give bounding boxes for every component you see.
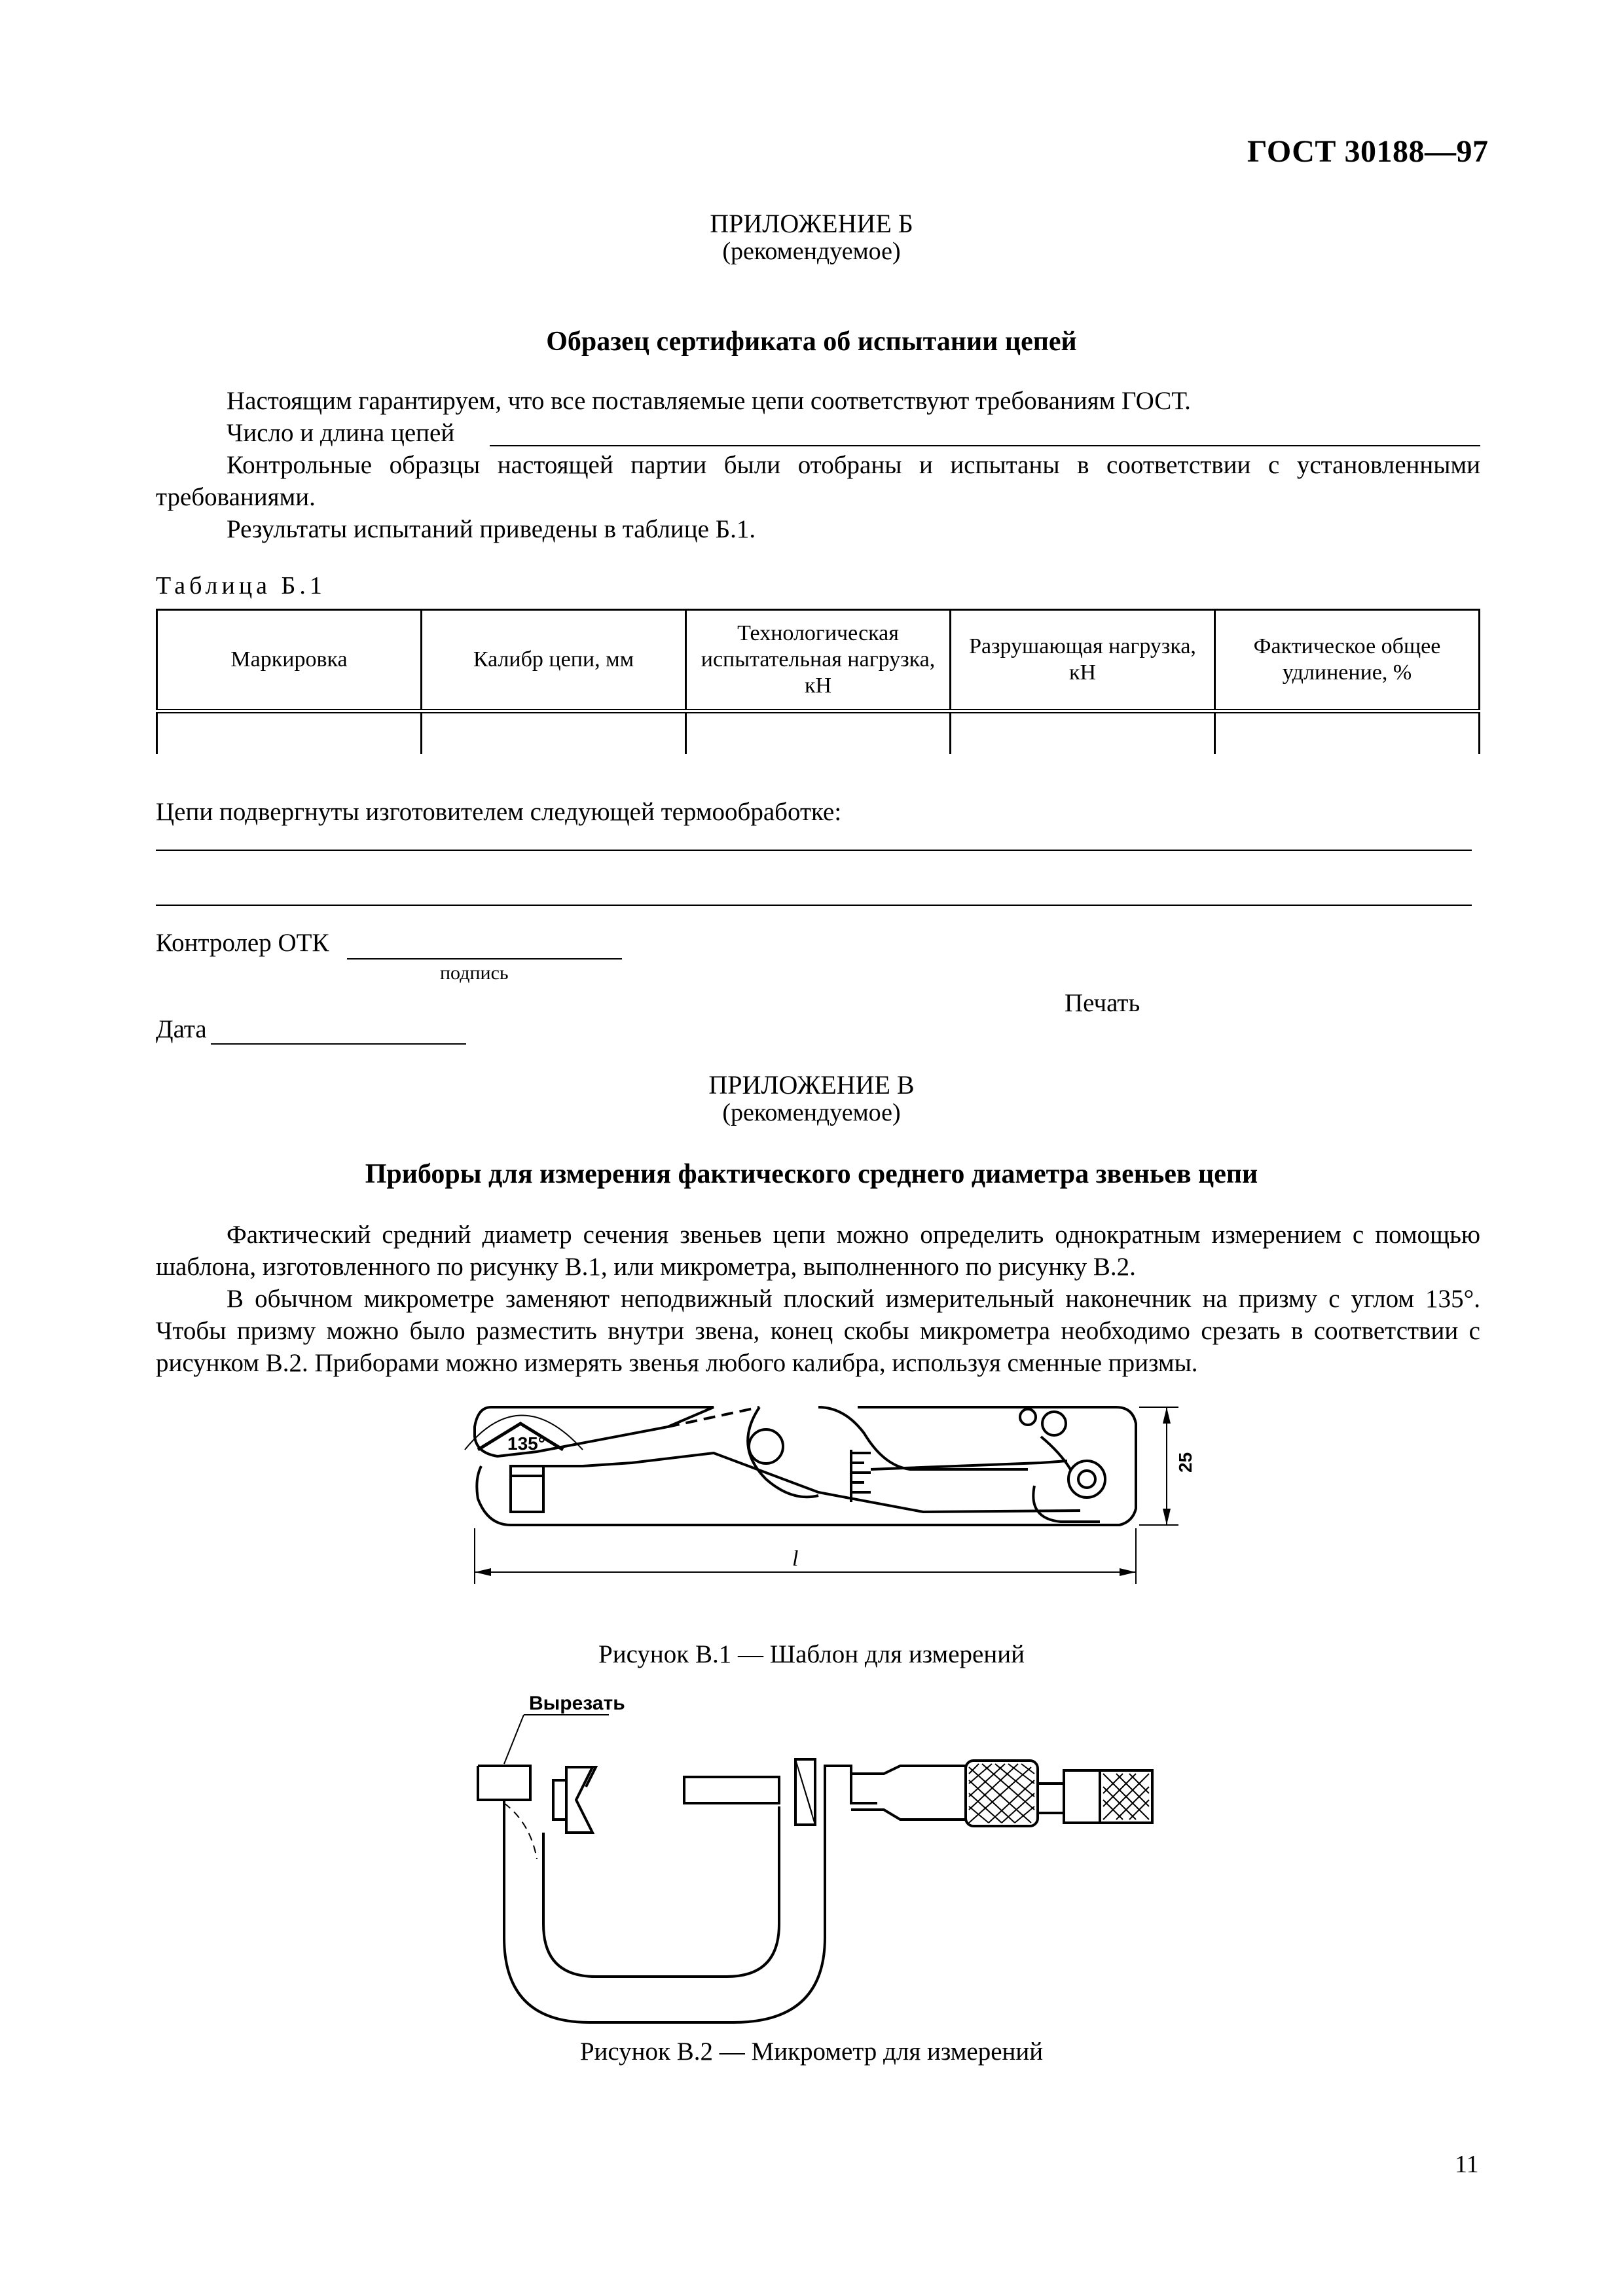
results-paragraph: Результаты испытаний приведены в таблице Б.1. (227, 515, 756, 543)
appendix-v-title: ПРИЛОЖЕНИЕ В (708, 1070, 915, 1100)
guarantee-paragraph: Настоящим гарантируем, что все поставляемые цепи соответствуют требованиям ГОСТ. (227, 387, 1191, 415)
table-header-row (157, 610, 1480, 711)
length-dimension-label: l (792, 1547, 799, 1571)
signature-line (347, 958, 622, 960)
height-dimension-label: 25 (1175, 1452, 1195, 1473)
date-label: Дата (156, 1015, 207, 1043)
samples-paragraph: Контрольные образцы настоящей партии были отобраны и испытаны в соответствии с установленными требованиями. (156, 451, 1480, 511)
page-number: 11 (1455, 2151, 1479, 2178)
micrometer-paragraph: В обычном микрометре заменяют неподвижный плоский измерительный наконечник на призму с углом 135°. Чтобы призму можно было разместить внутри звена, конец скобы микрометра необходимо срезать в соответствии с рисунком В.2. Приборами можно измерять звенья любого калибра, используя сменные призмы. (156, 1285, 1480, 1377)
appendix-v-heading: Приборы для измерения фактического среднего диаметра звеньев цепи (365, 1159, 1258, 1189)
heat-treatment-label: Цепи подвергнуты изготовителем следующей термообработке: (156, 798, 842, 826)
micrometer-figure (458, 1689, 1178, 2055)
results-table (156, 609, 1480, 754)
cut-label: Вырезать (529, 1693, 625, 1714)
table-cell (157, 711, 422, 755)
table-header-cell: Калибр цепи, мм (422, 610, 686, 711)
signature-caption: подпись (440, 962, 509, 984)
figure-v2-caption: Рисунок В.2 — Микрометр для измерений (579, 2037, 1044, 2066)
table-cell (686, 711, 951, 755)
table-header-cell: Маркировка (157, 610, 422, 711)
gauge-template-figure (452, 1388, 1205, 1636)
date-line (211, 1043, 466, 1045)
seal-label: Печать (1065, 989, 1140, 1017)
heat-treatment-line-1 (156, 850, 1472, 851)
chain-count-label: Число и длина цепей (227, 419, 455, 447)
table-cell (951, 711, 1215, 755)
measurement-paragraph: Фактический средний диаметр сечения звеньев цепи можно определить однократным измерением с помощью шаблона, изготовленного по рисунку В.1, или микрометра, выполненного по рисунку В.2. (156, 1221, 1480, 1281)
table-header-cell: Разрушающая нагрузка, кН (951, 610, 1215, 711)
table-header-cell: Технологическая испытательная нагрузка, кН (686, 610, 951, 711)
chain-count-field (156, 417, 1480, 449)
angle-label: 135° (507, 1433, 545, 1454)
figure-v1-caption: Рисунок В.1 — Шаблон для измерений (598, 1640, 1025, 1668)
appendix-b-title: ПРИЛОЖЕНИЕ Б (710, 209, 913, 238)
appendix-b-subtitle: (рекомендуемое) (722, 238, 901, 265)
table-row (157, 711, 1480, 755)
heat-treatment-line-2 (156, 905, 1472, 906)
standard-number: ГОСТ 30188—97 (1247, 134, 1489, 169)
chain-count-line (490, 445, 1480, 446)
table-caption: Таблица Б.1 (156, 572, 326, 600)
appendix-v-subtitle: (рекомендуемое) (722, 1099, 901, 1126)
table-cell (1215, 711, 1480, 755)
table-header-cell: Фактическое общее удлинение, % (1215, 610, 1480, 711)
table-cell (422, 711, 686, 755)
controller-label: Контролер ОТК (156, 929, 329, 957)
appendix-b-heading: Образец сертификата об испытании цепей (546, 327, 1077, 357)
